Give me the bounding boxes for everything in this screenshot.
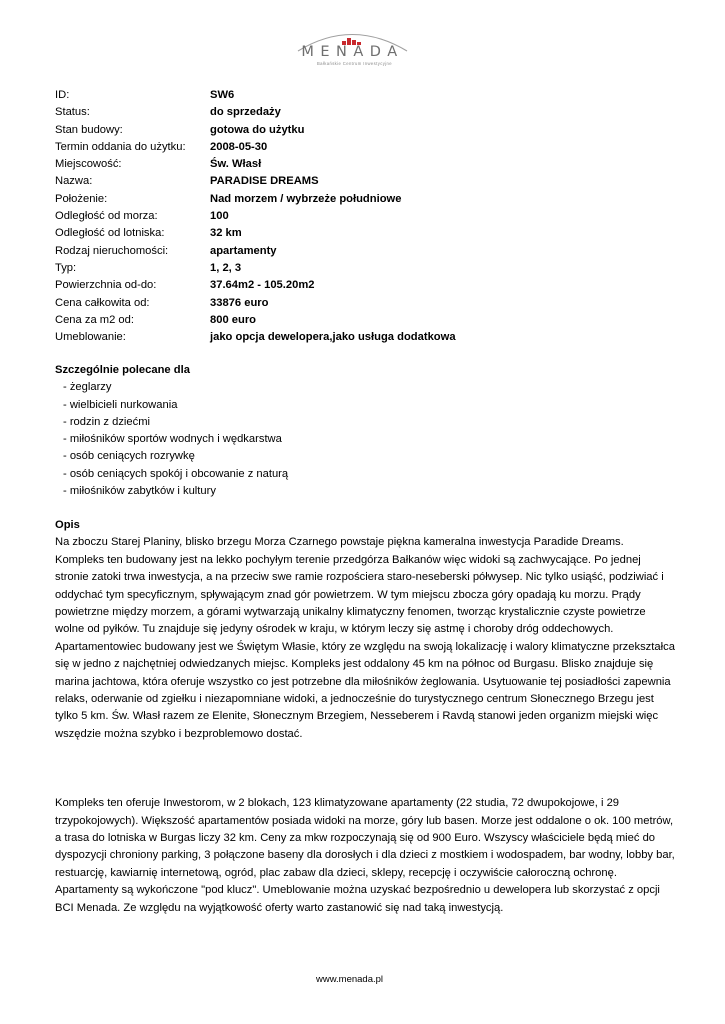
description-paragraph: Kompleks ten oferuje Inwestorom, w 2 blokach, 123 klimatyzowane apartamenty (22 studia, 72 dwupokojowe, i 29 trzypokojowych). Większość apartamentów posiada widoki na morze, góry lub basen. Morze jest oddalone o ok. 100 metrów, a trasa do lotniska w Burgas liczy 32 km. Ceny za mkw rozpoczynają się od 900 Euro. Wszyscy właściciele będą mieć do dyspozycji chroniony parking, 3 połączone baseny dla dorosłych i dla dzieci z mostkiem i wodospadem, bar wodny, lobby bar, restuarcję, kawiarnię internetową, ogród, plac zabaw dla dzieci, sklepy, recepcję i oczywiście całoroczną ochronę. Apartamenty są wykończone "pod klucz". Umeblowanie można uzyskać bezpośrednio u dewelopera lub skorzystać z opcji BCI Menada. Ze względu na wyjątkowość oferty warto zastanowić się nad taką inwestycją. bbox=[55, 797, 675, 914]
detail-row bbox=[55, 173, 456, 190]
detail-label: Status: bbox=[55, 106, 90, 119]
detail-value: do sprzedaży bbox=[210, 106, 281, 119]
property-details bbox=[55, 87, 456, 346]
detail-label: Cena za m2 od: bbox=[55, 313, 134, 326]
list-item: - miłośników zabytków i kultury bbox=[63, 485, 216, 498]
detail-row bbox=[55, 191, 456, 208]
detail-value: 32 km bbox=[210, 227, 242, 240]
detail-row bbox=[55, 139, 456, 156]
detail-row bbox=[55, 225, 456, 242]
detail-label: Powierzchnia od-do: bbox=[55, 279, 157, 292]
detail-value: 100 bbox=[210, 210, 229, 223]
detail-value: SW6 bbox=[210, 89, 235, 101]
detail-value: PARADISE DREAMS bbox=[210, 175, 319, 188]
list-item: - osób ceniących spokój i obcowanie z naturą bbox=[63, 467, 289, 480]
detail-row bbox=[55, 104, 456, 121]
detail-label: Odległość od morza: bbox=[55, 210, 158, 223]
detail-label: ID: bbox=[55, 89, 70, 101]
detail-value: gotowa do użytku bbox=[210, 123, 305, 136]
detail-label: Miejscowość: bbox=[55, 158, 122, 171]
detail-label: Nazwa: bbox=[55, 175, 93, 188]
detail-label: Cena całkowita od: bbox=[55, 296, 150, 309]
detail-row bbox=[55, 243, 456, 260]
detail-row bbox=[55, 208, 456, 225]
footer bbox=[0, 974, 725, 985]
recommended-title: Szczególnie polecane dla bbox=[55, 364, 190, 376]
detail-label: Rodzaj nieruchomości: bbox=[55, 244, 169, 257]
detail-row bbox=[55, 260, 456, 277]
recommended-list bbox=[55, 379, 288, 500]
detail-row bbox=[55, 156, 456, 173]
detail-row bbox=[55, 295, 456, 312]
detail-row bbox=[55, 312, 456, 329]
detail-row bbox=[55, 329, 456, 346]
footer-url: www.menada.pl bbox=[315, 974, 384, 985]
list-item: - miłośników sportów wodnych i wędkarstwa bbox=[63, 433, 282, 446]
detail-label: Odległość od lotniska: bbox=[55, 227, 165, 240]
detail-value: 33876 euro bbox=[210, 296, 269, 309]
menada-logo bbox=[290, 24, 415, 72]
description-paragraph: Na zboczu Starej Planiny, blisko brzegu Morza Czarnego powstaje piękna kameralna inwestycja Paradide Dreams. Kompleks ten budowany jest na lekko pochyłym terenie przedgórza Bałkanów więc widoki są zachwycające. Po jednej stronie zatoki trwa inwestycja, a na przeciw swe ramie rozpościera staro-neseberski półwysep. Nic tylko usiąść, podziwiać i oddychać tym specyficznym, spływającym znad gór powietrzem. W tym miejscu zbocza góry opadają ku morzu. Prądy powietrzne między morzem, a górami wytwarzają unikalny klimatyczny fenomen, tworząc krystalicznie czyste powietrze wolne od pyłków. Tu znajduje się jedyny ośrodek w kraju, w którym leczy się astmę i choroby dróg oddechowych. Apartamentowiec budowany jest we Świętym Własie, który ze względu na swoją lokalizację i walory klimatyczne przekształca się w jedno z najchętniej odwiedzanych miejsc. Kompleks jest oddalony 45 km na północ od Burgasu. Blisko znajduje się marina jachtowa, która oferuje wszystko co jest potrzebne dla miłośników żeglowania. Usytuowanie tej posiadłości zapewnia relaks, oderwanie od zgiełku i niezapomniane widoki, a jednocześnie do turystycznego centrum Słonecznego Brzegu jest tylko 5 km. Św. Własł razem ze Elenite, Słonecznym Brzegiem, Nesseberem i Ravdą stanowi jeden organizm miejski więc wszędzie można szybko i bezproblemowo dostać. bbox=[55, 536, 675, 740]
recommended-section bbox=[55, 362, 288, 500]
detail-value: apartamenty bbox=[210, 244, 277, 257]
description-section bbox=[55, 517, 675, 917]
detail-label: Położenie: bbox=[55, 192, 108, 205]
list-item: - rodzin z dziećmi bbox=[63, 415, 151, 428]
detail-value: 1, 2, 3 bbox=[210, 261, 242, 274]
detail-value: jako opcja dewelopera,jako usługa dodatkowa bbox=[210, 331, 456, 344]
detail-row bbox=[55, 122, 456, 139]
detail-label: Typ: bbox=[55, 261, 77, 274]
list-item: - wielbicieli nurkowania bbox=[63, 398, 178, 411]
detail-value: 800 euro bbox=[210, 313, 257, 326]
logo-wordmark: MENADA bbox=[301, 44, 404, 60]
detail-row bbox=[55, 277, 456, 294]
detail-value: Nad morzem / wybrzeże południowe bbox=[210, 192, 402, 205]
logo-tagline: Bałkańskie Centrum Inwestycyjne bbox=[316, 61, 392, 66]
detail-value: 2008-05-30 bbox=[210, 140, 268, 153]
list-item: - osób ceniących rozrywkę bbox=[63, 450, 195, 463]
detail-row bbox=[55, 87, 456, 104]
detail-value: Św. Własł bbox=[210, 158, 262, 171]
detail-label: Umeblowanie: bbox=[55, 331, 126, 344]
detail-label: Stan budowy: bbox=[55, 123, 123, 136]
detail-value: 37.64m2 - 105.20m2 bbox=[210, 279, 315, 292]
list-item: - żeglarzy bbox=[63, 381, 112, 394]
description-title: Opis bbox=[55, 519, 80, 531]
detail-label: Termin oddania do użytku: bbox=[55, 140, 186, 153]
